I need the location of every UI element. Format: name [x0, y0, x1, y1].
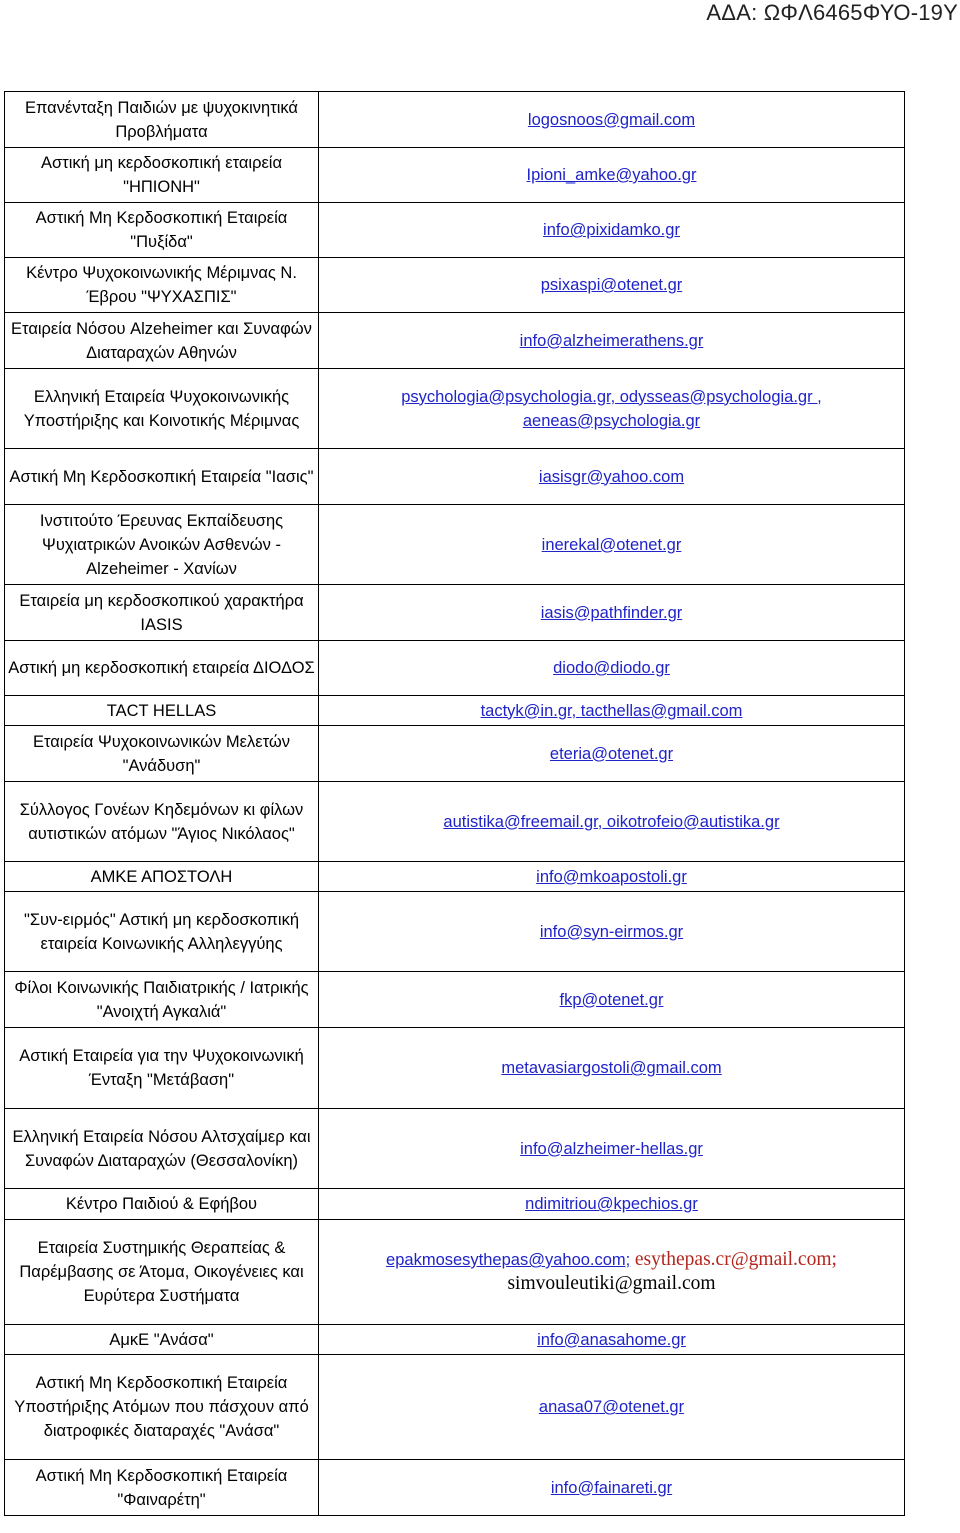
table-row [5, 641, 905, 696]
email-text: esythepas.cr@gmail.com; [634, 1249, 837, 1270]
org-name: Εταιρεία Ψυχοκοινωνικών Μελετών "Ανάδυση" [5, 726, 319, 782]
email-link[interactable]: iasis@pathfinder.gr [540, 603, 683, 622]
org-email-cell [319, 1109, 905, 1189]
email-link[interactable]: iasisgr@yahoo.com [538, 467, 685, 486]
org-name: Αστική Μη Κερδοσκοπική Εταιρεία "Πυξίδα" [5, 203, 319, 258]
table-row [5, 585, 905, 641]
table-row [5, 148, 905, 203]
email-link[interactable]: info@alzheimerathens.gr [519, 331, 704, 350]
org-name: Αστική Μη Κερδοσκοπική Εταιρεία "Ιασις" [5, 449, 319, 505]
table-row [5, 1355, 905, 1460]
table-row [5, 1189, 905, 1220]
org-email-cell [319, 92, 905, 148]
table-row [5, 505, 905, 585]
table-row [5, 892, 905, 972]
table-row [5, 369, 905, 449]
email-link[interactable]: ndimitriou@kpechios.gr [525, 1195, 698, 1213]
table-row [5, 1220, 905, 1325]
org-name: Εταιρεία Νόσου Alzeheimer και Συναφών Διαταραχών Αθηνών [5, 313, 319, 369]
org-name: Ελληνική Εταιρεία Νόσου Αλτσχαίμερ και Συναφών Διαταραχών (Θεσσαλονίκη) [5, 1109, 319, 1189]
org-email-cell [319, 1325, 905, 1355]
org-email-cell [319, 892, 905, 972]
email-link[interactable]: info@fainareti.gr [550, 1478, 673, 1497]
email-link[interactable]: Ipioni_amke@yahoo.gr [526, 166, 697, 184]
table-row [5, 1028, 905, 1109]
org-name: Αστική Μη Κερδοσκοπική Εταιρεία Υποστήριξης Ατόμων που πάσχουν από διατροφικές διαταραχές "Ανάσα" [5, 1355, 319, 1460]
org-email-cell [319, 782, 905, 862]
org-name: Ινστιτούτο Έρευνας Εκπαίδευσης Ψυχιατρικών Ανοικών Ασθενών - Alzeheimer - Χανίων [5, 505, 319, 585]
table-row [5, 1109, 905, 1189]
org-email-cell [319, 1220, 905, 1325]
table-row [5, 449, 905, 505]
org-email-cell [319, 726, 905, 782]
table-row [5, 862, 905, 892]
email-link[interactable]: eteria@otenet.gr [549, 744, 674, 763]
table-row [5, 92, 905, 148]
table-row [5, 258, 905, 313]
org-name: ΑμκΕ "Ανάσα" [5, 1325, 319, 1355]
table-row [5, 726, 905, 782]
org-email-cell [319, 148, 905, 203]
org-name: Αστική Εταιρεία για την Ψυχοκοινωνική Ένταξη "Μετάβαση" [5, 1028, 319, 1109]
table-row [5, 313, 905, 369]
org-email-cell [319, 1355, 905, 1460]
org-email-cell [319, 369, 905, 449]
org-email-cell [319, 1028, 905, 1109]
org-name: TACT HELLAS [5, 696, 319, 726]
email-link[interactable]: info@anasahome.gr [537, 1330, 686, 1349]
email-text: simvouleutiki@gmail.com [507, 1273, 716, 1294]
email-link[interactable]: autistika@freemail.gr, oikotrofeio@autistika.gr [443, 812, 780, 831]
org-email-cell [319, 313, 905, 369]
email-link[interactable]: psixaspi@otenet.gr [540, 276, 683, 294]
org-name: Σύλλογος Γονέων Κηδεμόνων κι φίλων αυτιστικών ατόμων "Άγιος Νικόλαος" [5, 782, 319, 862]
org-email-cell [319, 862, 905, 892]
table-row [5, 696, 905, 726]
org-name: Φίλοι Κοινωνικής Παιδιατρικής / Ιατρικής "Ανοιχτή Αγκαλιά" [5, 972, 319, 1028]
org-name: Αστική Μη Κερδοσκοπική Εταιρεία "Φαιναρέτη" [5, 1460, 319, 1516]
org-email-cell [319, 972, 905, 1028]
email-link[interactable]: anasa07@otenet.gr [538, 1398, 685, 1416]
email-link[interactable]: psychologia@psychologia.gr, odysseas@psychologia.gr , aeneas@psychologia.gr [401, 387, 822, 430]
table-row [5, 1460, 905, 1516]
table-row [5, 972, 905, 1028]
organizations-table [4, 91, 905, 1516]
email-link[interactable]: tactyk@in.gr, tacthellas@gmail.com [480, 701, 743, 720]
email-link[interactable]: metavasiargostoli@gmail.com [501, 1059, 722, 1077]
org-email-cell [319, 1460, 905, 1516]
org-name: Κέντρο Παιδιού & Εφήβου [5, 1189, 319, 1220]
email-link[interactable]: epakmosesythepas@yahoo.com; [386, 1251, 631, 1269]
email-link[interactable]: info@pixidamko.gr [543, 221, 680, 239]
org-name: ΑΜΚΕ ΑΠΟΣΤΟΛΗ [5, 862, 319, 892]
table-row [5, 1325, 905, 1355]
email-link[interactable]: diodo@diodo.gr [553, 659, 670, 677]
org-name: Αστική μη κερδοσκοπική εταιρεία ΔΙΟΔΟΣ [5, 641, 319, 696]
ada-code: ΑΔΑ: ΩΦΛ6465ΦΥΟ-19Υ [706, 0, 958, 25]
org-email-cell [319, 203, 905, 258]
table-row [5, 782, 905, 862]
org-email-cell [319, 449, 905, 505]
email-link[interactable]: logosnoos@gmail.com [527, 110, 696, 129]
org-name: Επανένταξη Παιδιών με ψυχοκινητικά Προβλήματα [5, 92, 319, 148]
org-name: "Συν-ειρμός" Αστική μη κερδοσκοπική εταιρεία Κοινωνικής Αλληλεγγύης [5, 892, 319, 972]
org-name: Εταιρεία μη κερδοσκοπικού χαρακτήρα IASIS [5, 585, 319, 641]
org-name: Κέντρο Ψυχοκοινωνικής Μέριμνας Ν. Έβρου "ΨΥΧΑΣΠΙΣ" [5, 258, 319, 313]
email-link[interactable]: info@mkoapostoli.gr [536, 867, 687, 886]
email-link[interactable]: info@syn-eirmos.gr [539, 922, 684, 941]
org-email-cell [319, 585, 905, 641]
email-link[interactable]: fkp@otenet.gr [559, 990, 664, 1009]
table-row [5, 203, 905, 258]
org-name: Εταιρεία Συστημικής Θεραπείας & Παρέμβασης σε Άτομα, Οικογένειες και Ευρύτερα Συστήματα [5, 1220, 319, 1325]
org-email-cell [319, 258, 905, 313]
org-name: Αστική μη κερδοσκοπική εταιρεία "ΗΠΙΟΝΗ" [5, 148, 319, 203]
org-email-cell [319, 641, 905, 696]
org-email-cell [319, 696, 905, 726]
org-email-cell [319, 1189, 905, 1220]
email-link[interactable]: info@alzheimer-hellas.gr [520, 1139, 703, 1158]
org-name: Ελληνική Εταιρεία Ψυχοκοινωνικής Υποστήριξης και Κοινοτικής Μέριμνας [5, 369, 319, 449]
org-email-cell [319, 505, 905, 585]
email-link[interactable]: inerekal@otenet.gr [541, 535, 682, 554]
